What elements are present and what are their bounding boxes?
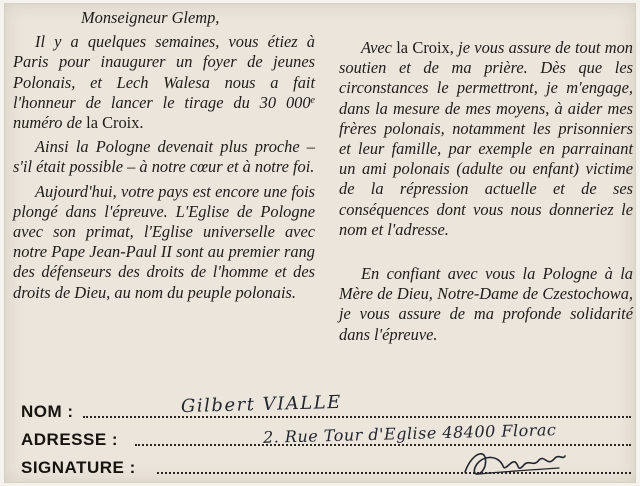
adresse-handwritten: 2. Rue Tour d'Eglise 48400 Florac bbox=[262, 420, 557, 447]
left-column bbox=[13, 8, 315, 303]
signature-field[interactable] bbox=[157, 456, 631, 474]
paragraph-inauguration bbox=[13, 32, 315, 133]
p1-superscript: e bbox=[310, 94, 315, 106]
signature-row bbox=[21, 454, 631, 480]
adresse-field[interactable] bbox=[135, 420, 631, 447]
paragraph-soutien bbox=[339, 38, 633, 240]
paragraph-confiant: En confiant avec vous la Pologne à la Mère de Dieu, Notre-Dame de Czestochowa, je vous assure de ma profonde solidarité dans l'épreuve. bbox=[339, 264, 633, 344]
r1-text-a: Avec bbox=[361, 38, 397, 57]
adresse-label: ADRESSE : bbox=[21, 430, 119, 449]
paragraph-pologne: Ainsi la Pologne devenait plus proche – s'il était possible – à notre cœur et à notre foi. bbox=[13, 137, 315, 177]
r1-text-c: je vous assure de tout mon soutien et de ma prière. Dès que les circonstances le permettront, je m'engage, dans la mesure de mes moyens, à aider mes frères polonais, notamment les prisonniers et leur famille, par exemple en parrainant un ami polonais (adulte ou enfant) victime de la répression actuelle et de ses conséquences dont vous nous donneriez le nom et l'adresse. bbox=[339, 38, 633, 239]
newspaper-name: la Croix. bbox=[86, 113, 144, 133]
paragraph-aujourdhui: Aujourd'hui, votre pays est encore une fois plongé dans l'épreuve. L'Eglise de Pologne avec son primat, l'Eglise universelle avec notre Pape Jean-Paul II sont au premier rang des défenseurs des droits de l'homme et des droits de Dieu, au nom du peuple polonais. bbox=[13, 181, 315, 302]
right-column bbox=[339, 38, 633, 345]
greeting: Monseigneur Glemp, bbox=[81, 8, 220, 27]
newspaper-name-2: la Croix, bbox=[396, 38, 454, 57]
signature-scribble-icon bbox=[459, 446, 569, 480]
nom-field[interactable] bbox=[83, 391, 631, 418]
p1-text-b: numéro de bbox=[13, 113, 87, 133]
nom-label: NOM : bbox=[21, 402, 74, 421]
nom-handwritten: Gilbert VIALLE bbox=[180, 391, 343, 418]
p1-text-a: Il y a quelques semaines, vous étiez à Paris pour inaugurer un foyer de jeunes Polonais, et Lech Walesa nous a fait l'honneur de lancer le tirage du 30 000 bbox=[13, 32, 315, 112]
signature-label: SIGNATURE : bbox=[21, 458, 136, 477]
clipping-card bbox=[4, 3, 636, 483]
